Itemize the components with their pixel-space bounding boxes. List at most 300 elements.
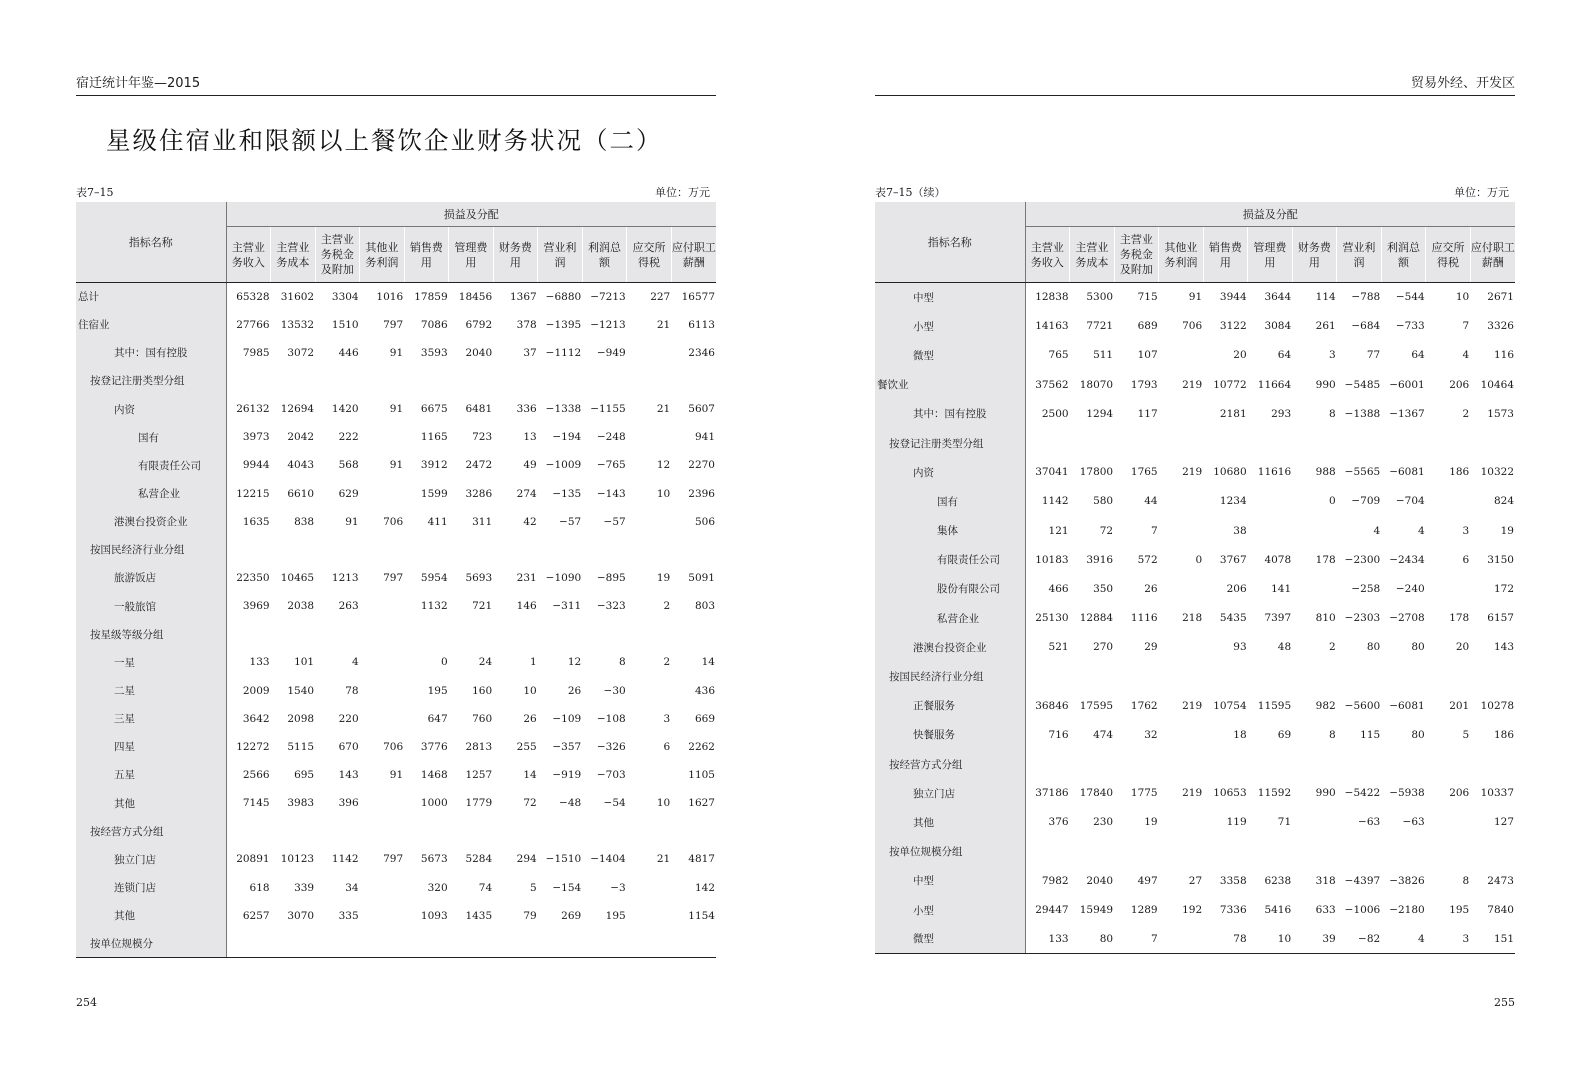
row-label: 按经营方式分组 <box>76 817 226 845</box>
cell-value: 74 <box>478 881 493 894</box>
cell-value: −7213 <box>590 290 626 303</box>
cell-value: 689 <box>1137 320 1158 333</box>
table-row <box>875 312 1515 341</box>
cell-value: 797 <box>383 318 404 331</box>
cell-value: 10 <box>1248 925 1293 954</box>
cell-value: −1090 <box>545 571 582 584</box>
cell-value <box>671 930 716 958</box>
table-row <box>76 789 716 817</box>
cell-value: −1404 <box>590 853 626 866</box>
table-row <box>76 395 716 423</box>
cell-value <box>538 620 583 648</box>
cell-value <box>226 536 271 564</box>
cell-value: 311 <box>472 515 493 528</box>
cell-value: 48 <box>1277 641 1292 654</box>
cell-value: −765 <box>596 459 626 472</box>
cell-value: 160 <box>472 684 493 697</box>
cell-value <box>1426 662 1471 691</box>
table-row <box>76 451 716 479</box>
cell-value: 13532 <box>280 318 315 331</box>
cell-value: 44 <box>1144 495 1158 508</box>
cell-value <box>493 367 538 395</box>
cell-value: 12838 <box>1035 291 1069 304</box>
cell-value <box>582 367 627 395</box>
cell-value: 982 <box>1315 699 1336 712</box>
row-label: 有限责任公司 <box>875 545 1025 574</box>
cell-value: 20 <box>1233 349 1247 362</box>
cell-value: 16577 <box>681 290 715 303</box>
cell-value: 7 <box>1150 524 1158 537</box>
cell-value: 142 <box>694 881 715 894</box>
cell-value <box>271 536 316 564</box>
cell-value <box>1159 428 1204 457</box>
cell-value <box>627 761 672 789</box>
cell-value: 38 <box>1233 524 1247 537</box>
cell-value: −135 <box>552 487 582 500</box>
table-caption-left <box>76 184 716 200</box>
cell-value: 803 <box>694 600 715 613</box>
cell-value: 2671 <box>1487 291 1514 304</box>
cell-value: 1775 <box>1130 787 1158 800</box>
cell-value <box>1337 837 1382 866</box>
cell-value <box>582 817 627 845</box>
column-header: 主营业务税金及附加 <box>315 227 360 283</box>
cell-value: 19 <box>1144 816 1158 829</box>
row-label: 按登记注册类型分组 <box>76 367 226 395</box>
cell-value <box>360 873 405 901</box>
cell-value: 219 <box>1182 699 1203 712</box>
cell-value: 20 <box>1455 641 1470 654</box>
cell-value: −4397 <box>1344 874 1381 887</box>
cell-value: 2262 <box>688 740 715 753</box>
cell-value: 255 <box>516 740 537 753</box>
cell-value: 5673 <box>420 853 448 866</box>
cell-value <box>404 930 449 958</box>
cell-value <box>1159 574 1204 603</box>
cell-value: 446 <box>338 346 359 359</box>
column-header: 应交所得税 <box>1426 227 1471 283</box>
cell-value <box>1381 837 1426 866</box>
cell-value <box>1203 750 1248 779</box>
cell-value <box>1070 428 1115 457</box>
cell-value <box>271 930 316 958</box>
cell-value <box>627 423 672 451</box>
cell-value: 206 <box>1449 378 1470 391</box>
cell-value: 178 <box>1449 612 1470 625</box>
table-row <box>875 283 1515 312</box>
cell-value <box>493 536 538 564</box>
cell-value <box>493 930 538 958</box>
cell-value: 65328 <box>236 290 270 303</box>
cell-value: 12215 <box>236 487 270 500</box>
table-unit: 单位：万元 <box>655 186 710 199</box>
cell-value: 2181 <box>1219 407 1247 420</box>
cell-value: 21 <box>656 853 671 866</box>
cell-value <box>1337 750 1382 779</box>
table-row <box>875 341 1515 370</box>
cell-value: 1213 <box>331 571 359 584</box>
cell-value <box>315 620 360 648</box>
cell-value <box>1292 574 1337 603</box>
cell-value: 1573 <box>1487 407 1514 420</box>
cell-value <box>1381 428 1426 457</box>
column-header: 应付职工薪酬 <box>671 227 716 283</box>
cell-value: 219 <box>1182 466 1203 479</box>
cell-value: 15949 <box>1079 904 1114 917</box>
cell-value: 17859 <box>414 290 448 303</box>
cell-value <box>538 930 583 958</box>
column-header: 利润总额 <box>1381 227 1426 283</box>
cell-value: 7 <box>1114 925 1159 954</box>
cell-value: −2434 <box>1389 553 1425 566</box>
cell-value: 293 <box>1271 407 1292 420</box>
cell-value <box>1337 662 1382 691</box>
row-label: 中型 <box>875 283 1025 312</box>
cell-value: 4 <box>1462 349 1470 362</box>
cell-value: 10464 <box>1480 378 1514 391</box>
cell-value: 270 <box>1093 641 1114 654</box>
header-indicator-name: 指标名称 <box>875 202 1025 283</box>
cell-value: 0 <box>1195 553 1203 566</box>
cell-value: 3286 <box>465 487 493 500</box>
cell-value <box>1114 662 1159 691</box>
cell-value: 3122 <box>1219 320 1247 333</box>
cell-value: 21 <box>656 403 671 416</box>
cell-value <box>493 817 538 845</box>
cell-value: 5284 <box>465 853 493 866</box>
cell-value: 810 <box>1315 612 1336 625</box>
cell-value: 2 <box>1329 641 1336 654</box>
cell-value: 3944 <box>1219 291 1247 304</box>
cell-value: 3 <box>1426 925 1471 954</box>
cell-value: 3 <box>1329 349 1336 362</box>
cell-value: 2472 <box>465 459 493 472</box>
table-row <box>875 604 1515 633</box>
cell-value: −1510 <box>545 853 582 866</box>
cell-value <box>1470 662 1515 691</box>
cell-value <box>226 817 271 845</box>
cell-value <box>1114 837 1159 866</box>
row-label: 按单位规模分组 <box>875 837 1025 866</box>
cell-value: 1 <box>530 656 537 669</box>
row-label: 港澳台投资企业 <box>875 633 1025 662</box>
cell-value: 1420 <box>331 403 359 416</box>
cell-value <box>360 367 405 395</box>
cell-value: 2396 <box>688 487 715 500</box>
cell-value <box>1470 428 1515 457</box>
cell-value <box>1203 428 1248 457</box>
cell-value: 1154 <box>688 909 715 922</box>
cell-value: 230 <box>1093 816 1114 829</box>
table-row <box>76 564 716 592</box>
cell-value: 3304 <box>331 290 359 303</box>
cell-value: −5565 <box>1344 466 1381 479</box>
cell-value: −1395 <box>545 318 582 331</box>
cell-value: 37 <box>523 346 537 359</box>
cell-value: −63 <box>1358 816 1381 829</box>
cell-value: −1213 <box>590 318 626 331</box>
header-indicator-name: 指标名称 <box>76 202 226 283</box>
cell-value: 339 <box>294 881 315 894</box>
cell-value: 17595 <box>1079 699 1114 712</box>
table-row <box>875 458 1515 487</box>
cell-value: 9944 <box>242 459 270 472</box>
cell-value: 37186 <box>1035 787 1069 800</box>
cell-value <box>671 536 716 564</box>
cell-value: −5600 <box>1344 699 1381 712</box>
cell-value: 1627 <box>688 797 715 810</box>
row-label: 内资 <box>875 458 1025 487</box>
cell-value: 0 <box>1329 495 1336 508</box>
cell-value: 186 <box>1449 466 1470 479</box>
cell-value: 69 <box>1277 728 1292 741</box>
table-row <box>875 633 1515 662</box>
cell-value <box>1292 662 1337 691</box>
cell-value: 12694 <box>280 403 315 416</box>
cell-value: 10772 <box>1213 378 1247 391</box>
cell-value: 6257 <box>242 909 270 922</box>
table-number: 表7–15（续） <box>875 186 946 199</box>
cell-value: 24 <box>478 656 493 669</box>
cell-value: 1000 <box>420 797 448 810</box>
cell-value: 511 <box>1093 349 1114 362</box>
row-label: 总计 <box>76 283 226 311</box>
cell-value: 231 <box>516 571 537 584</box>
cell-value: 186 <box>1493 728 1514 741</box>
cell-value <box>226 620 271 648</box>
cell-value: 6113 <box>688 318 715 331</box>
column-header: 主营业务收入 <box>226 227 271 283</box>
cell-value: 42 <box>523 515 537 528</box>
cell-value <box>538 367 583 395</box>
row-label: 三星 <box>76 705 226 733</box>
row-label: 独立门店 <box>875 779 1025 808</box>
cell-value: 1132 <box>420 600 448 613</box>
cell-value: −3826 <box>1389 874 1425 887</box>
cell-value: 1599 <box>420 487 448 500</box>
cell-value: 1234 <box>1219 495 1247 508</box>
cell-value: 3969 <box>242 600 270 613</box>
table-unit: 单位：万元 <box>1454 186 1509 199</box>
cell-value: 10 <box>523 684 537 697</box>
cell-value <box>1159 399 1204 428</box>
cell-value: 647 <box>427 712 448 725</box>
cell-value: 91 <box>1188 291 1203 304</box>
cell-value: 10322 <box>1480 466 1514 479</box>
row-label: 小型 <box>875 895 1025 924</box>
financial-table-right <box>875 202 1515 954</box>
row-label: 独立门店 <box>76 845 226 873</box>
table-row <box>875 574 1515 603</box>
cell-value: 18 <box>1233 728 1247 741</box>
cell-value <box>1426 428 1471 457</box>
cell-value: 18456 <box>458 290 493 303</box>
cell-value <box>360 536 405 564</box>
cell-value <box>671 620 716 648</box>
cell-value <box>1426 837 1471 866</box>
cell-value <box>582 930 627 958</box>
cell-value: 12272 <box>236 740 270 753</box>
cell-value: 39 <box>1292 925 1337 954</box>
row-label: 其他 <box>76 789 226 817</box>
table-row <box>875 545 1515 574</box>
cell-value: −258 <box>1351 582 1381 595</box>
cell-value: 195 <box>427 684 448 697</box>
cell-value: 117 <box>1137 407 1158 420</box>
cell-value: 26 <box>523 712 537 725</box>
cell-value: 1116 <box>1130 612 1158 625</box>
row-label: 其他 <box>875 808 1025 837</box>
cell-value <box>1025 428 1070 457</box>
cell-value: 318 <box>1315 874 1336 887</box>
table-row <box>76 845 716 873</box>
cell-value: −311 <box>552 600 582 613</box>
cell-value: 2098 <box>287 712 315 725</box>
cell-value <box>315 817 360 845</box>
table-row <box>76 423 716 451</box>
cell-value: 6481 <box>465 403 493 416</box>
column-header: 销售费用 <box>1203 227 1248 283</box>
cell-value: 3767 <box>1219 553 1247 566</box>
row-label: 按国民经济行业分组 <box>76 536 226 564</box>
cell-value: 143 <box>1493 641 1514 654</box>
table-row <box>875 720 1515 749</box>
cell-value: 79 <box>523 909 537 922</box>
cell-value <box>1248 662 1293 691</box>
cell-value: 3983 <box>287 797 315 810</box>
row-label: 私营企业 <box>875 604 1025 633</box>
row-label: 旅游饭店 <box>76 564 226 592</box>
cell-value: 115 <box>1360 728 1381 741</box>
row-label: 按国民经济行业分组 <box>875 662 1025 691</box>
cell-value: −544 <box>1395 291 1425 304</box>
cell-value: 2813 <box>465 740 493 753</box>
row-label: 一星 <box>76 648 226 676</box>
cell-value: 26 <box>1144 582 1158 595</box>
column-header: 营业利润 <box>1337 227 1382 283</box>
column-header: 营业利润 <box>538 227 583 283</box>
cell-value: 474 <box>1093 728 1114 741</box>
cell-value: 572 <box>1137 553 1158 566</box>
right-page <box>875 0 1515 1077</box>
cell-value: 941 <box>694 431 715 444</box>
cell-value: −895 <box>596 571 626 584</box>
row-label: 中型 <box>875 866 1025 895</box>
cell-value <box>360 592 405 620</box>
cell-value <box>671 367 716 395</box>
cell-value: 10 <box>656 487 671 500</box>
cell-value: 27 <box>1188 874 1203 887</box>
cell-value: 4 <box>1381 925 1426 954</box>
cell-value: 497 <box>1137 874 1158 887</box>
cell-value: 133 <box>1025 925 1070 954</box>
cell-value <box>627 676 672 704</box>
cell-value: 219 <box>1182 787 1203 800</box>
cell-value: 29447 <box>1035 904 1069 917</box>
column-header: 主营业务收入 <box>1025 227 1070 283</box>
cell-value: 10 <box>1455 291 1470 304</box>
cell-value: −48 <box>559 797 582 810</box>
cell-value <box>449 536 494 564</box>
table-row <box>875 662 1515 691</box>
cell-value <box>1292 516 1337 545</box>
cell-value: −2708 <box>1389 612 1425 625</box>
cell-value: −54 <box>603 797 626 810</box>
cell-value <box>360 479 405 507</box>
cell-value: 3358 <box>1219 874 1247 887</box>
table-row <box>875 428 1515 457</box>
cell-value: 269 <box>561 909 582 922</box>
cell-value: −3 <box>610 881 626 894</box>
cell-value: −949 <box>596 346 626 359</box>
cell-value: 10680 <box>1213 466 1247 479</box>
cell-value <box>538 536 583 564</box>
cell-value: −6081 <box>1389 699 1425 712</box>
cell-value: 988 <box>1315 466 1336 479</box>
row-label: 国有 <box>875 487 1025 516</box>
cell-value: 2270 <box>688 459 715 472</box>
table-row <box>875 399 1515 428</box>
cell-value: −108 <box>596 712 626 725</box>
cell-value: 36846 <box>1035 699 1069 712</box>
cell-value: 629 <box>338 487 359 500</box>
cell-value: 261 <box>1315 320 1336 333</box>
cell-value: 114 <box>1315 291 1336 304</box>
cell-value: 12 <box>567 656 582 669</box>
cell-value: 222 <box>338 431 359 444</box>
cell-value <box>1070 750 1115 779</box>
cell-value: 2038 <box>287 600 315 613</box>
cell-value <box>360 902 405 930</box>
cell-value: 1468 <box>420 768 448 781</box>
cell-value: 119 <box>1226 816 1247 829</box>
cell-value: 80 <box>1366 641 1381 654</box>
running-head-right: 贸易外经、开发区 <box>875 75 1515 96</box>
table-row <box>76 873 716 901</box>
cell-value: 29 <box>1144 641 1158 654</box>
column-header: 财务费用 <box>493 227 538 283</box>
cell-value: 1142 <box>1041 495 1069 508</box>
cell-value: 2009 <box>242 684 270 697</box>
cell-value <box>627 508 672 536</box>
cell-value <box>360 423 405 451</box>
cell-value: 121 <box>1048 524 1069 537</box>
table-row <box>875 837 1515 866</box>
cell-value: 633 <box>1315 904 1336 917</box>
cell-value <box>315 930 360 958</box>
cell-value: −1367 <box>1389 407 1425 420</box>
table-row <box>76 620 716 648</box>
cell-value <box>1070 662 1115 691</box>
cell-value: 3642 <box>242 712 270 725</box>
cell-value: 206 <box>1449 787 1470 800</box>
cell-value: 3973 <box>242 431 270 444</box>
cell-value: 101 <box>294 656 315 669</box>
cell-value <box>1025 750 1070 779</box>
row-label: 其中：国有控股 <box>76 339 226 367</box>
row-label: 按单位规模分 <box>76 930 226 958</box>
column-header: 管理费用 <box>1248 227 1293 283</box>
cell-value: −5938 <box>1389 787 1425 800</box>
cell-value: −733 <box>1395 320 1425 333</box>
cell-value: 350 <box>1093 582 1114 595</box>
cell-value: 723 <box>472 431 493 444</box>
cell-value: 5091 <box>688 571 715 584</box>
cell-value <box>315 367 360 395</box>
cell-value: 7086 <box>420 318 448 331</box>
row-label: 按登记注册类型分组 <box>875 428 1025 457</box>
cell-value: 2473 <box>1487 874 1514 887</box>
